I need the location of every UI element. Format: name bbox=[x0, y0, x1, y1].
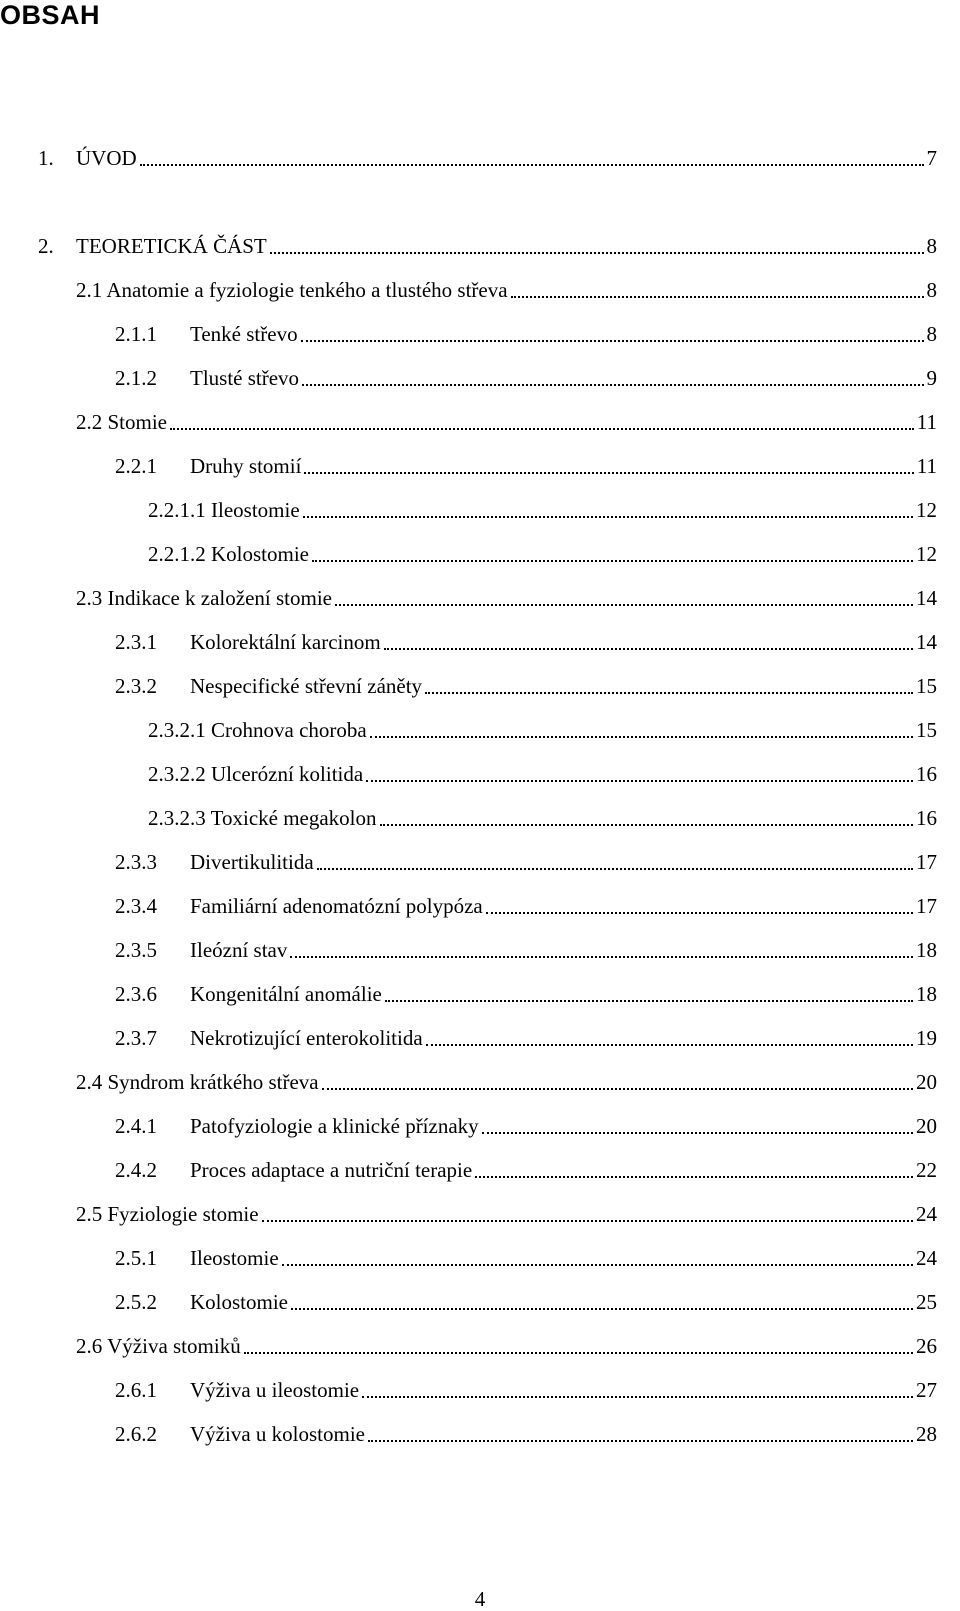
toc-entry-number: 2.6.2 bbox=[115, 1422, 157, 1446]
toc-entry[interactable] bbox=[148, 492, 937, 522]
toc-entry-title: 2.2.1.1 Ileostomie bbox=[148, 498, 300, 522]
toc-entry-page: 25 bbox=[916, 1290, 937, 1314]
toc-entry-page: 11 bbox=[916, 410, 937, 434]
toc-entry-page: 19 bbox=[916, 1026, 937, 1050]
dotted-leader bbox=[511, 290, 924, 298]
toc-entry-page: 15 bbox=[916, 674, 937, 698]
toc-entry-page: 18 bbox=[916, 982, 937, 1006]
dotted-leader bbox=[312, 554, 913, 562]
toc-entry[interactable] bbox=[76, 580, 937, 610]
toc-entry-page: 24 bbox=[916, 1202, 937, 1226]
dotted-leader bbox=[140, 158, 924, 166]
toc-entry-title: Tlusté střevo bbox=[190, 366, 300, 390]
toc-entry-page: 9 bbox=[926, 366, 937, 390]
toc-entry-page: 22 bbox=[916, 1158, 937, 1182]
toc-entry-title: 2.3.2.1 Crohnova choroba bbox=[148, 718, 367, 742]
toc-entry[interactable] bbox=[76, 1328, 937, 1358]
dotted-leader bbox=[302, 378, 923, 386]
toc-entry-title: Druhy stomií bbox=[190, 454, 302, 478]
toc-entry-number: 2.5.1 bbox=[115, 1246, 157, 1270]
toc-entry[interactable] bbox=[115, 1416, 937, 1446]
toc-entry[interactable] bbox=[115, 932, 937, 962]
dotted-leader bbox=[304, 466, 913, 474]
toc-entry-page: 14 bbox=[916, 630, 937, 654]
toc-entry[interactable] bbox=[76, 404, 937, 434]
toc-entry-page: 17 bbox=[916, 894, 937, 918]
toc-entry[interactable] bbox=[115, 316, 937, 346]
toc-entry-title: 2.2 Stomie bbox=[76, 410, 168, 434]
toc-entry-page: 24 bbox=[916, 1246, 937, 1270]
toc-entry-page: 12 bbox=[916, 542, 937, 566]
toc-entry-number: 2.1.1 bbox=[115, 322, 157, 346]
toc-entry[interactable] bbox=[115, 888, 937, 918]
dotted-leader bbox=[366, 774, 913, 782]
page-title: OBSAH bbox=[0, 0, 101, 30]
toc-entry-page: 14 bbox=[916, 586, 937, 610]
toc-entry-number: 2.3.7 bbox=[115, 1026, 157, 1050]
toc-entry-number: 2.1.2 bbox=[115, 366, 157, 390]
dotted-leader bbox=[385, 994, 913, 1002]
toc-entry-title: ÚVOD bbox=[76, 146, 137, 170]
toc-entry[interactable] bbox=[148, 536, 937, 566]
dotted-leader bbox=[170, 422, 914, 430]
toc-entry-title: 2.3.2.3 Toxické megakolon bbox=[148, 806, 377, 830]
toc-entry[interactable] bbox=[115, 360, 937, 390]
toc-entry-page: 7 bbox=[926, 146, 937, 170]
toc-entry-number: 2.3.4 bbox=[115, 894, 157, 918]
toc-entry-title: Nekrotizující enterokolitida bbox=[190, 1026, 423, 1050]
dotted-leader bbox=[380, 818, 913, 826]
toc-entry-page: 16 bbox=[916, 806, 937, 830]
dotted-leader bbox=[486, 906, 913, 914]
dotted-leader bbox=[282, 1258, 913, 1266]
toc-entry-number: 2.4.1 bbox=[115, 1114, 157, 1138]
toc-entry-title: 2.6 Výživa stomiků bbox=[76, 1334, 241, 1358]
toc-entry[interactable] bbox=[38, 228, 937, 258]
toc-entry-page: 20 bbox=[916, 1070, 937, 1094]
toc-entry-number: 2.2.1 bbox=[115, 454, 157, 478]
toc-entry-title: 2.3.2.2 Ulcerózní kolitida bbox=[148, 762, 364, 786]
toc-entry-page: 8 bbox=[926, 234, 937, 258]
toc-entry[interactable] bbox=[148, 712, 937, 742]
toc-entry-page: 17 bbox=[916, 850, 937, 874]
toc-entry[interactable] bbox=[115, 448, 937, 478]
dotted-leader bbox=[290, 950, 913, 958]
dotted-leader bbox=[425, 686, 913, 694]
toc-entry-page: 15 bbox=[916, 718, 937, 742]
toc-entry[interactable] bbox=[38, 140, 937, 170]
toc-entry-title: Výživa u ileostomie bbox=[190, 1378, 360, 1402]
dotted-leader bbox=[270, 246, 924, 254]
toc-entry-title: Nespecifické střevní záněty bbox=[190, 674, 423, 698]
toc-entry-title: Familiární adenomatózní polypóza bbox=[190, 894, 483, 918]
toc-entry[interactable] bbox=[115, 1240, 937, 1270]
toc-entry-page: 20 bbox=[916, 1114, 937, 1138]
toc-entry-title: TEORETICKÁ ČÁST bbox=[76, 234, 267, 258]
toc-entry[interactable] bbox=[76, 1196, 937, 1226]
dotted-leader bbox=[362, 1390, 913, 1398]
toc-entry-number: 2.4.2 bbox=[115, 1158, 157, 1182]
toc-entry[interactable] bbox=[76, 1064, 937, 1094]
dotted-leader bbox=[482, 1126, 913, 1134]
toc-entry-number: 2.3.2 bbox=[115, 674, 157, 698]
toc-entry[interactable] bbox=[115, 1372, 937, 1402]
dotted-leader bbox=[370, 730, 913, 738]
toc-entry-title: 2.1 Anatomie a fyziologie tenkého a tlustého střeva bbox=[76, 278, 508, 302]
toc-entry-page: 18 bbox=[916, 938, 937, 962]
toc-entry-page: 27 bbox=[916, 1378, 937, 1402]
toc-entry[interactable] bbox=[115, 844, 937, 874]
page-number: 4 bbox=[474, 1587, 486, 1611]
toc-entry[interactable] bbox=[115, 668, 937, 698]
toc-entry[interactable] bbox=[148, 800, 937, 830]
toc-entry-number: 2.3.3 bbox=[115, 850, 157, 874]
toc-entry-page: 12 bbox=[916, 498, 937, 522]
toc-entry[interactable] bbox=[115, 1284, 937, 1314]
toc-entry-title: Kongenitální anomálie bbox=[190, 982, 382, 1006]
toc-entry[interactable] bbox=[115, 1108, 937, 1138]
toc-entry-page: 8 bbox=[926, 278, 937, 302]
toc-entry-number: 2.3.5 bbox=[115, 938, 157, 962]
toc-entry[interactable] bbox=[115, 624, 937, 654]
dotted-leader bbox=[368, 1434, 913, 1442]
toc-entry[interactable] bbox=[115, 1152, 937, 1182]
toc-entry-number: 2.3.6 bbox=[115, 982, 157, 1006]
toc-entry-title: Ileostomie bbox=[190, 1246, 279, 1270]
dotted-leader bbox=[426, 1038, 913, 1046]
toc-entry-title: Ileózní stav bbox=[190, 938, 288, 962]
dotted-leader bbox=[475, 1170, 913, 1178]
toc-entry[interactable] bbox=[115, 1020, 937, 1050]
toc-entry-number: 2.5.2 bbox=[115, 1290, 157, 1314]
dotted-leader bbox=[262, 1214, 913, 1222]
toc-entry-number: 2.3.1 bbox=[115, 630, 157, 654]
toc-entry-title: Kolostomie bbox=[190, 1290, 288, 1314]
dotted-leader bbox=[244, 1346, 913, 1354]
dotted-leader bbox=[335, 598, 913, 606]
toc-entry-title: 2.5 Fyziologie stomie bbox=[76, 1202, 259, 1226]
toc-entry[interactable] bbox=[148, 756, 937, 786]
toc-entry-page: 28 bbox=[916, 1422, 937, 1446]
toc-entry[interactable] bbox=[76, 272, 937, 302]
toc-entry-number: 2. bbox=[38, 234, 54, 258]
toc-entry-title: 2.2.1.2 Kolostomie bbox=[148, 542, 309, 566]
toc-entry-title: Patofyziologie a klinické příznaky bbox=[190, 1114, 479, 1138]
toc-entry-number: 2.6.1 bbox=[115, 1378, 157, 1402]
toc-entry-page: 16 bbox=[916, 762, 937, 786]
toc-entry-title: Divertikulitida bbox=[190, 850, 314, 874]
toc-entry-title: Kolorektální karcinom bbox=[190, 630, 381, 654]
toc-entry-page: 8 bbox=[926, 322, 937, 346]
dotted-leader bbox=[303, 510, 913, 518]
toc-entry[interactable] bbox=[115, 976, 937, 1006]
dotted-leader bbox=[384, 642, 913, 650]
dotted-leader bbox=[317, 862, 913, 870]
toc-entry-title: 2.4 Syndrom krátkého střeva bbox=[76, 1070, 319, 1094]
toc-entry-title: Proces adaptace a nutriční terapie bbox=[190, 1158, 473, 1182]
toc-entry-number: 1. bbox=[38, 146, 54, 170]
dotted-leader bbox=[301, 334, 924, 342]
toc-entry-title: 2.3 Indikace k založení stomie bbox=[76, 586, 332, 610]
toc-entry-page: 11 bbox=[916, 454, 937, 478]
toc-entry-title: Tenké střevo bbox=[190, 322, 298, 346]
dotted-leader bbox=[322, 1082, 913, 1090]
toc-entry-title: Výživa u kolostomie bbox=[190, 1422, 365, 1446]
dotted-leader bbox=[291, 1302, 913, 1310]
toc-entry-page: 26 bbox=[916, 1334, 937, 1358]
